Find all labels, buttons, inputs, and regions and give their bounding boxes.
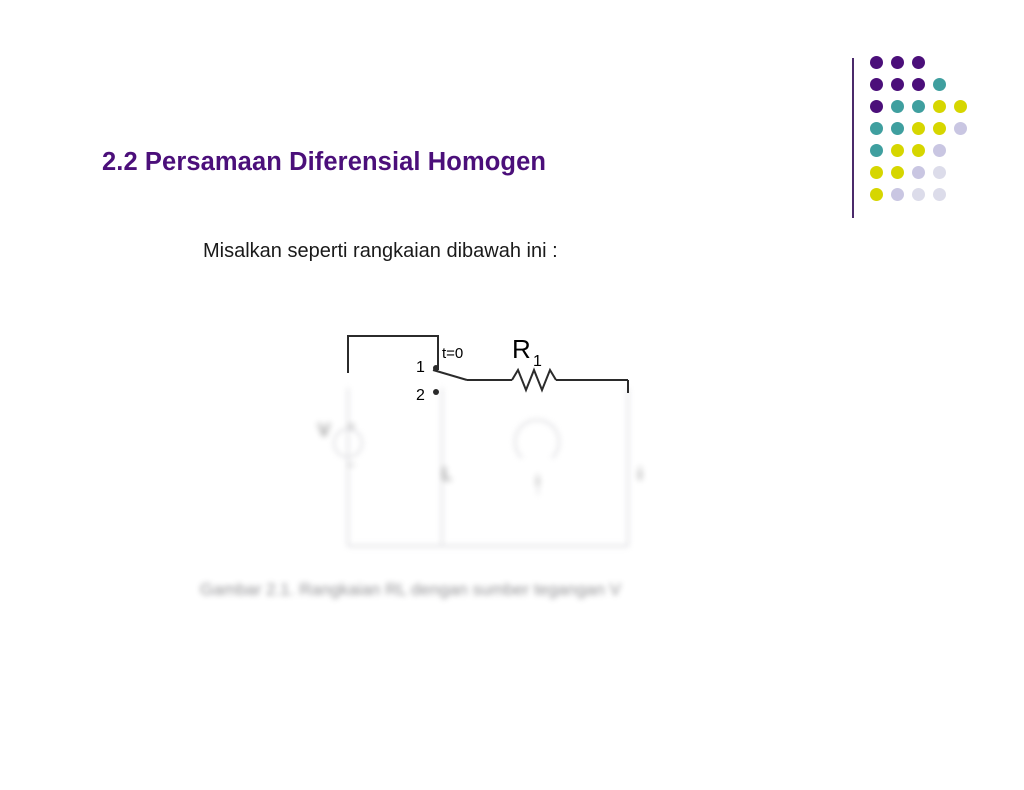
logo-dot <box>933 144 946 157</box>
logo-dot <box>912 56 925 69</box>
logo-dot <box>933 100 946 113</box>
circuit-top-wires <box>348 336 628 393</box>
switch-terminals <box>433 365 439 395</box>
resistor-label: R <box>512 334 531 364</box>
terminal-1-label: 1 <box>416 359 425 376</box>
logo-dot <box>891 100 904 113</box>
circuit-faded-wires <box>334 388 628 546</box>
logo-dot <box>912 144 925 157</box>
logo-dot-grid <box>870 56 980 211</box>
logo-vertical-rule <box>852 58 854 218</box>
page-title: 2.2 Persamaan Diferensial Homogen <box>102 148 547 176</box>
switch-time-label: t=0 <box>442 345 464 362</box>
logo-dot <box>891 144 904 157</box>
logo-dot <box>891 188 904 201</box>
logo-dot <box>933 122 946 135</box>
circuit-faded-labels <box>318 419 642 490</box>
svg-text:+: + <box>348 419 356 433</box>
logo-dot <box>891 166 904 179</box>
svg-text:–: – <box>348 457 355 471</box>
logo-dot <box>870 122 883 135</box>
logo-dot <box>912 122 925 135</box>
svg-text:i: i <box>536 473 540 490</box>
figure-caption: Gambar 2.1. Rangkaian RL dengan sumber tegangan V <box>200 580 621 599</box>
terminal-2-label: 2 <box>416 387 425 404</box>
logo-dot <box>870 100 883 113</box>
svg-text:L: L <box>442 464 453 484</box>
logo-dot <box>912 100 925 113</box>
logo-dot <box>870 188 883 201</box>
svg-text:V: V <box>318 420 331 440</box>
logo-dot <box>870 144 883 157</box>
logo-dot <box>870 78 883 91</box>
logo-dot <box>891 78 904 91</box>
logo-dot <box>870 56 883 69</box>
logo-dot <box>912 166 925 179</box>
logo-dot <box>954 122 967 135</box>
logo-dot <box>912 188 925 201</box>
logo-dot <box>891 56 904 69</box>
logo-dot <box>870 166 883 179</box>
body-paragraph: Misalkan seperti rangkaian dibawah ini : <box>203 240 558 262</box>
logo-dot <box>891 122 904 135</box>
logo-dot <box>954 100 967 113</box>
logo-dot <box>933 166 946 179</box>
resistor-subscript-label: 1 <box>533 353 542 370</box>
logo-dot <box>933 78 946 91</box>
logo-dot <box>933 188 946 201</box>
svg-text:i: i <box>638 464 642 484</box>
logo-dot <box>912 78 925 91</box>
dot-grid-logo <box>852 50 982 220</box>
